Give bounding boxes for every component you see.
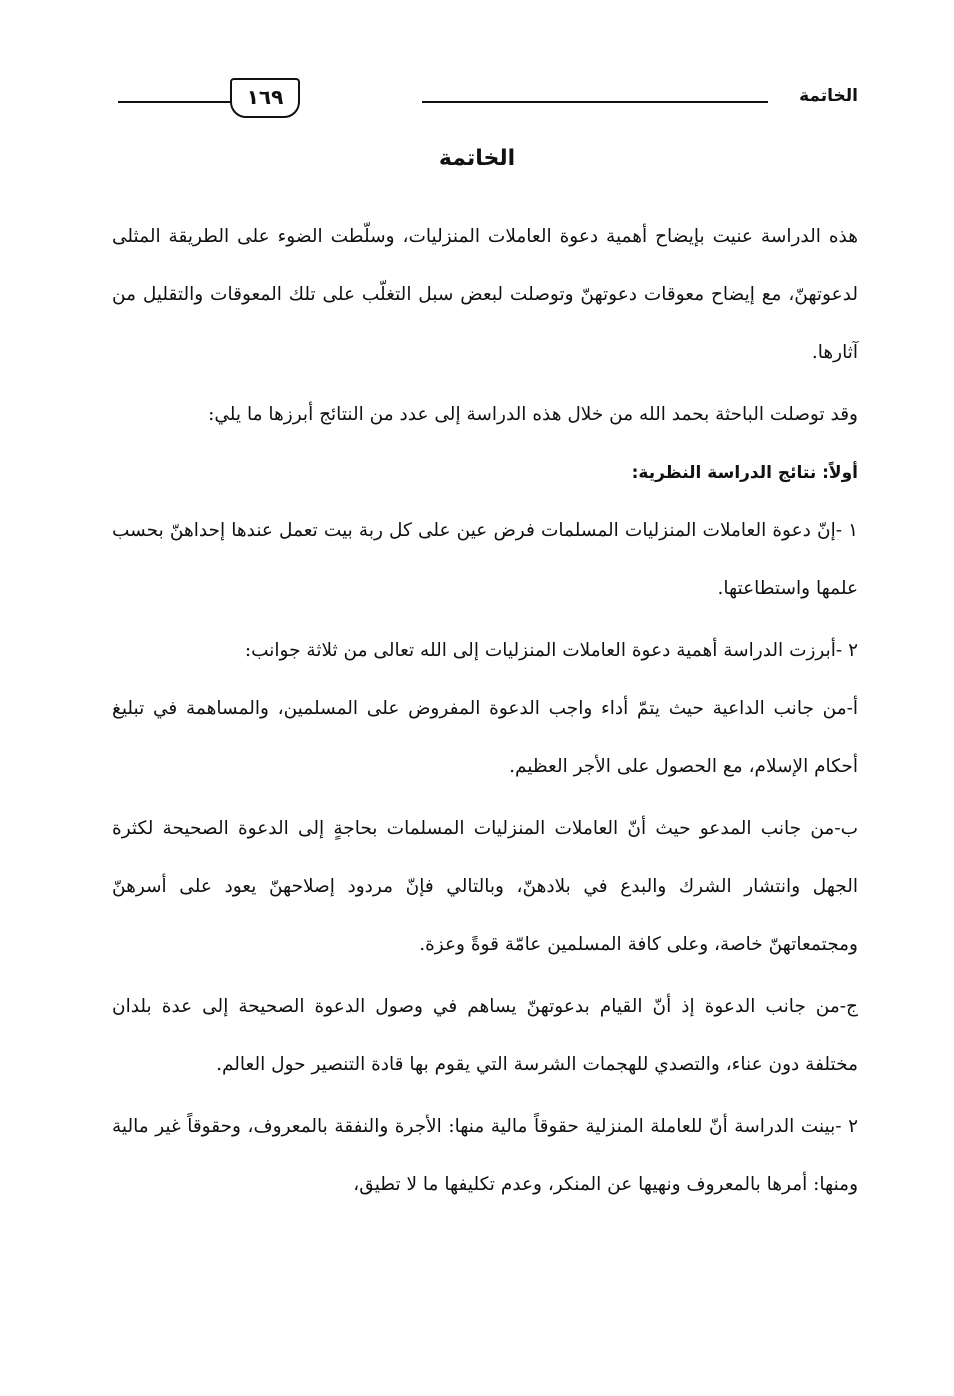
result-subitem: ج-من جانب الدعوة إذ أنّ القيام بدعوتهنّ يساهم في وصول الدعوة الصحيحة إلى عدة بلدان مختلفة دون عناء، والتصدي للهجمات الشرسة التي يقوم بها قادة التنصير حول العالم. bbox=[112, 996, 858, 1075]
chapter-title: الخاتمة bbox=[438, 146, 516, 171]
running-title: الخاتمة bbox=[799, 86, 858, 106]
result-item: ٢ -أبرزت الدراسة أهمية دعوة العاملات المنزليات إلى الله تعالى من ثلاثة جوانب: bbox=[244, 640, 858, 661]
intro-paragraph: هذه الدراسة عنيت بإيضاح أهمية دعوة العاملات المنزليات، وسلّطت الضوء على الطريقة المثلى لدعوتهنّ، مع إيضاح معوقات دعوتهنّ وتوصلت لبعض سبل التغلّب على تلك المعوقات والتقليل من آثارها. bbox=[112, 226, 858, 363]
result-item: ١ -إنّ دعوة العاملات المنزليات المسلمات فرض عين على كل ربة بيت تعمل عندها إحداهنّ بحسب علمها واستطاعتها. bbox=[112, 520, 858, 599]
intro-paragraph: وقد توصلت الباحثة بحمد الله من خلال هذه الدراسة إلى عدد من النتائج أبرزها ما يلي: bbox=[208, 404, 858, 425]
body-text bbox=[112, 208, 858, 1214]
section-heading: أولاً: نتائج الدراسة النظرية: bbox=[631, 463, 858, 483]
result-subitem: أ-من جانب الداعية حيث يتمّ أداء واجب الدعوة المفروض على المسلمين، والمساهمة في تبليغ أحكام الإسلام، مع الحصول على الأجر العظيم. bbox=[112, 698, 858, 777]
result-subitem: ب-من جانب المدعو حيث أنّ العاملات المنزليات المسلمات بحاجةٍ إلى الدعوة الصحيحة لكثرة الجهل وانتشار الشرك والبدع في بلادهنّ، وبالتالي فإنّ مردود إصلاحهنّ يعود على أسرهنّ ومجتمعاتهنّ خاصة، وعلى كافة المسلمين عامّة قوةً وعزة. bbox=[112, 818, 858, 955]
page-number-badge: ١٦٩ bbox=[230, 78, 300, 118]
header-rule bbox=[422, 101, 768, 103]
header-rule bbox=[118, 101, 230, 103]
result-item: ٢ -بينت الدراسة أنّ للعاملة المنزلية حقوقاً مالية منها: الأجرة والنفقة بالمعروف، وحقوقاً غير مالية ومنها: أمرها بالمعروف ونهيها عن المنكر، وعدم تكليفها ما لا تطيق، bbox=[112, 1116, 858, 1195]
page-header bbox=[112, 76, 858, 126]
